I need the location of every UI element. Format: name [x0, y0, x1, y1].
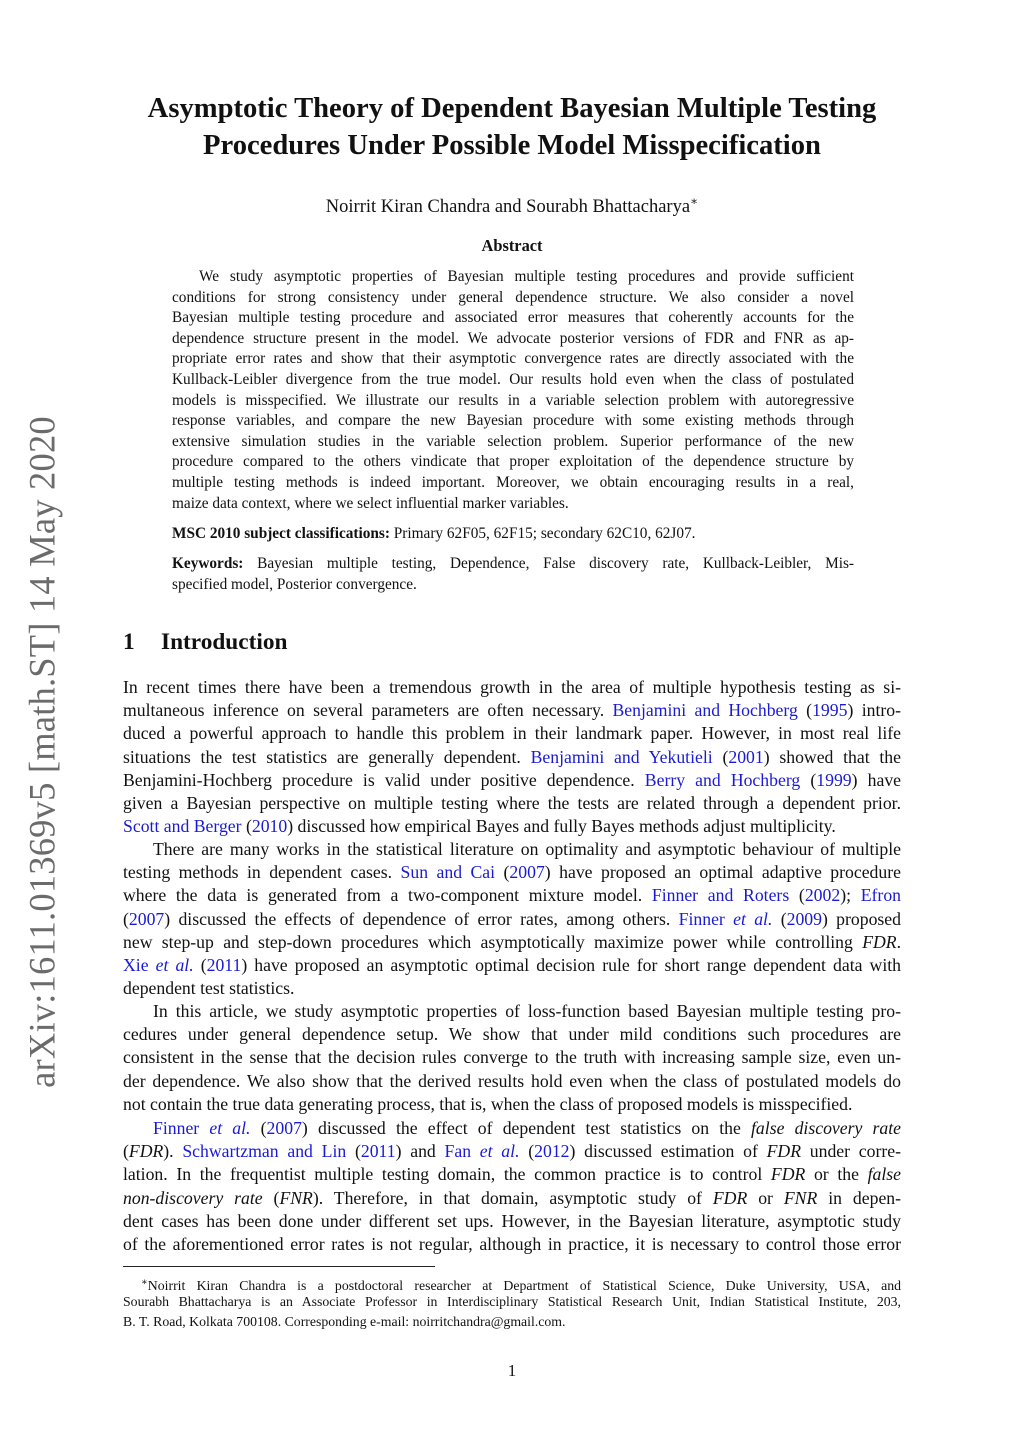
- citation-link[interactable]: Sun and Cai: [400, 862, 496, 883]
- text-line: new step-up and step-down procedures which asymptotically maximize power while controlling FDR.: [123, 931, 901, 952]
- citation-link[interactable]: Fan: [444, 1141, 480, 1162]
- paragraph: [123, 676, 901, 838]
- text-line: dependent test statistics.: [123, 978, 295, 999]
- citation-year-link[interactable]: 2007: [509, 862, 545, 883]
- citation-year-link[interactable]: 1995: [812, 700, 848, 721]
- page-number: 1: [507, 1361, 517, 1380]
- text-line: of the aforementioned error rates is not regular, although in practice, it is necessary to control those error: [123, 1233, 901, 1254]
- keywords-text: specified model, Posterior convergence.: [172, 575, 417, 593]
- citation-link[interactable]: Finner: [678, 908, 734, 929]
- citation-year-link[interactable]: 2007: [128, 908, 165, 929]
- text-line: non-discovery rate (FNR). Therefore, in that domain, asymptotic study of FDR or FNR in depen-: [123, 1187, 902, 1208]
- abstract-line: procedure compared to the others vindicate that proper exploitation of the dependence structure by: [172, 453, 854, 471]
- text-line: not contain the true data generating process, that is, when the class of proposed models is misspecified.: [123, 1093, 853, 1114]
- math-symbol: FDR: [862, 931, 897, 952]
- abstract-heading: Abstract: [481, 236, 543, 255]
- abstract-line: multiple testing methods is indeed important. Moreover, we obtain encouraging results in a real,: [172, 473, 854, 491]
- footnote-line: Sourabh Bhattacharya is an Associate Professor in Interdisciplinary Statistical Research Unit, Indian Statistical Institute, 203,: [123, 1294, 901, 1310]
- keywords-label: Keywords:: [172, 555, 244, 572]
- title-line: Procedures Under Possible Model Misspecification: [203, 130, 821, 161]
- citation-link[interactable]: et al.: [209, 1118, 251, 1138]
- abstract-line: We study asymptotic properties of Bayesian multiple testing procedures and provide sufficient: [199, 268, 854, 285]
- abstract-line: propriate error rates and show that their asymptotic convergence rates are directly associated with the: [172, 350, 854, 368]
- citation-year-link[interactable]: 2010: [251, 816, 288, 837]
- citation-link[interactable]: Xie: [123, 954, 156, 975]
- abstract-line: conditions for strong consistency under general dependence structure. We also consider a novel: [172, 288, 854, 306]
- text-line: given a Bayesian perspective on multiple testing where the tests are related through a dependent prior.: [123, 792, 901, 813]
- paragraph: [123, 1117, 901, 1256]
- author-footnote-mark: ∗: [690, 194, 699, 208]
- math-symbol: FDR: [128, 1141, 164, 1162]
- citation-link[interactable]: Benjamini and Hochberg: [612, 700, 798, 721]
- msc-label: MSC 2010 subject classifications:: [172, 525, 390, 542]
- citation-link[interactable]: Finner and Roters: [651, 885, 790, 906]
- author-names: Noirrit Kiran Chandra and Sourabh Bhattacharya: [325, 197, 691, 217]
- abstract-line: models is misspecified. We illustrate our results in a variable selection problem with autoregressive: [172, 391, 854, 409]
- abstract-line: response variables, and compare the new Bayesian procedure with some existing methods through: [172, 412, 854, 430]
- text-line: consistent in the sense that the decision rules converge to the truth with increasing sample size, even un-: [123, 1047, 901, 1068]
- footnote: [123, 1273, 901, 1331]
- math-symbol: FNR: [783, 1187, 818, 1208]
- abstract-line: maize data context, where we select influential marker variables.: [172, 494, 569, 512]
- footnote-line: B. T. Road, Kolkata 700108. Corresponding e-mail: noirritchandra@gmail.com.: [123, 1313, 566, 1329]
- citation-year-link[interactable]: 2007: [266, 1118, 302, 1138]
- section-title: Introduction: [161, 629, 288, 655]
- text-line: In recent times there have been a tremendous growth in the area of multiple hypothesis testing as si-: [123, 677, 901, 697]
- citation-link[interactable]: Scott and Berger: [123, 816, 242, 837]
- citation-link[interactable]: Schwartzman and Lin: [182, 1141, 347, 1162]
- paragraph: [123, 838, 901, 1000]
- text-line: Xie et al. (2011) have proposed an asymptotic optimal decision rule for short range dependent data with: [123, 954, 901, 975]
- abstract-body: [172, 267, 854, 514]
- citation-link[interactable]: et al.: [155, 954, 194, 975]
- title-line: Asymptotic Theory of Dependent Bayesian Multiple Testing: [147, 93, 877, 124]
- citation-year-link[interactable]: 2009: [786, 908, 822, 929]
- footnote-divider: [123, 1266, 435, 1267]
- citation-year-link[interactable]: 1999: [816, 769, 852, 790]
- text-line: where the data is generated from a two-component mixture model. Finner and Roters (2002); Efron: [123, 885, 902, 906]
- citation-link[interactable]: Finner: [153, 1118, 210, 1138]
- text-line: Benjamini-Hochberg procedure is valid under positive dependence. Berry and Hochberg (1999) have: [123, 769, 902, 790]
- math-symbol: FDR: [770, 1164, 806, 1185]
- section-number: 1: [123, 629, 135, 655]
- text-line: situations the test statistics are generally dependent. Benjamini and Yekutieli (2001) showed that the: [123, 746, 902, 767]
- citation-year-link[interactable]: 2011: [360, 1141, 396, 1162]
- abstract-line: Kullback-Leibler divergence from the true model. Our results hold even when the class of postulated: [172, 370, 854, 388]
- paper-title: [123, 90, 901, 164]
- text-line: duced a powerful approach to handle this problem in their landmark paper. However, in most real life: [123, 723, 901, 744]
- msc-classifications: [172, 524, 854, 545]
- citation-link[interactable]: et al.: [479, 1141, 520, 1162]
- text-line: (2007) discussed the effects of dependence of error rates, among others. Finner et al. (2009) proposed: [123, 908, 902, 929]
- math-symbol: FDR: [766, 1141, 802, 1162]
- text-line: (FDR). Schwartzman and Lin (2011) and Fan et al. (2012) discussed estimation of FDR under corre-: [123, 1141, 902, 1162]
- text-line: testing methods in dependent cases. Sun and Cai (2007) have proposed an optimal adaptive procedure: [123, 862, 901, 883]
- text-line: Finner et al. (2007) discussed the effect of dependent test statistics on the false discovery rate: [153, 1118, 902, 1138]
- text-line: dent cases has been done under different set ups. However, in the Bayesian literature, asymptotic study: [123, 1210, 901, 1231]
- citation-link[interactable]: Efron: [860, 885, 902, 906]
- citation-year-link[interactable]: 2011: [206, 954, 242, 975]
- paragraph: [123, 1000, 901, 1116]
- abstract-line: Bayesian multiple testing procedure and associated error measures that coherently accounts for the: [172, 309, 854, 327]
- text-line: There are many works in the statistical literature on optimality and asymptotic behaviour of multiple: [153, 839, 901, 859]
- author-list: [123, 189, 901, 219]
- keywords: [172, 554, 854, 595]
- abstract-line: dependence structure present in the model. We advocate posterior versions of FDR and FNR as ap-: [172, 329, 854, 347]
- text-line: multaneous inference on several parameters are often necessary. Benjamini and Hochberg (1995) intro-: [123, 700, 901, 721]
- arxiv-identifier: arXiv:1611.01369v5 [math.ST] 14 May 2020: [21, 416, 63, 1088]
- footnote-mark: ∗: [141, 1277, 148, 1288]
- footnote-line: ∗Noirrit Kiran Chandra is a postdoctoral researcher at Department of Statistical Science, Duke University, USA, and: [141, 1277, 901, 1293]
- text-line: cedures under general dependence setup. We show that under mild conditions such procedures are: [123, 1024, 901, 1045]
- text-line: Scott and Berger (2010) discussed how empirical Bayes and fully Bayes methods adjust multiplicity.: [123, 816, 836, 837]
- text-line: In this article, we study asymptotic properties of loss-function based Bayesian multiple testing pro-: [153, 1001, 901, 1021]
- citation-year-link[interactable]: 2001: [728, 746, 764, 767]
- text-line: lation. In the frequentist multiple testing domain, the common practice is to control FDR or the false: [123, 1164, 902, 1185]
- text-line: der dependence. We also show that the derived results hold even when the class of postulated models do: [123, 1070, 901, 1091]
- section-heading-introduction: [123, 628, 287, 656]
- math-symbol: FDR: [712, 1187, 748, 1208]
- citation-link[interactable]: Benjamini and Yekutieli: [530, 746, 713, 767]
- abstract-line: extensive simulation studies in the variable selection problem. Superior performance of the new: [172, 432, 854, 450]
- citation-link[interactable]: et al.: [733, 908, 773, 929]
- citation-link[interactable]: Berry and Hochberg: [644, 769, 801, 790]
- citation-year-link[interactable]: 2012: [534, 1141, 570, 1162]
- msc-text: Primary 62F05, 62F15; secondary 62C10, 62J07.: [389, 525, 696, 542]
- citation-year-link[interactable]: 2002: [804, 885, 841, 906]
- math-symbol: FNR: [279, 1187, 313, 1208]
- keywords-text: Bayesian multiple testing, Dependence, False discovery rate, Kullback-Leibler, Mis-: [243, 555, 854, 572]
